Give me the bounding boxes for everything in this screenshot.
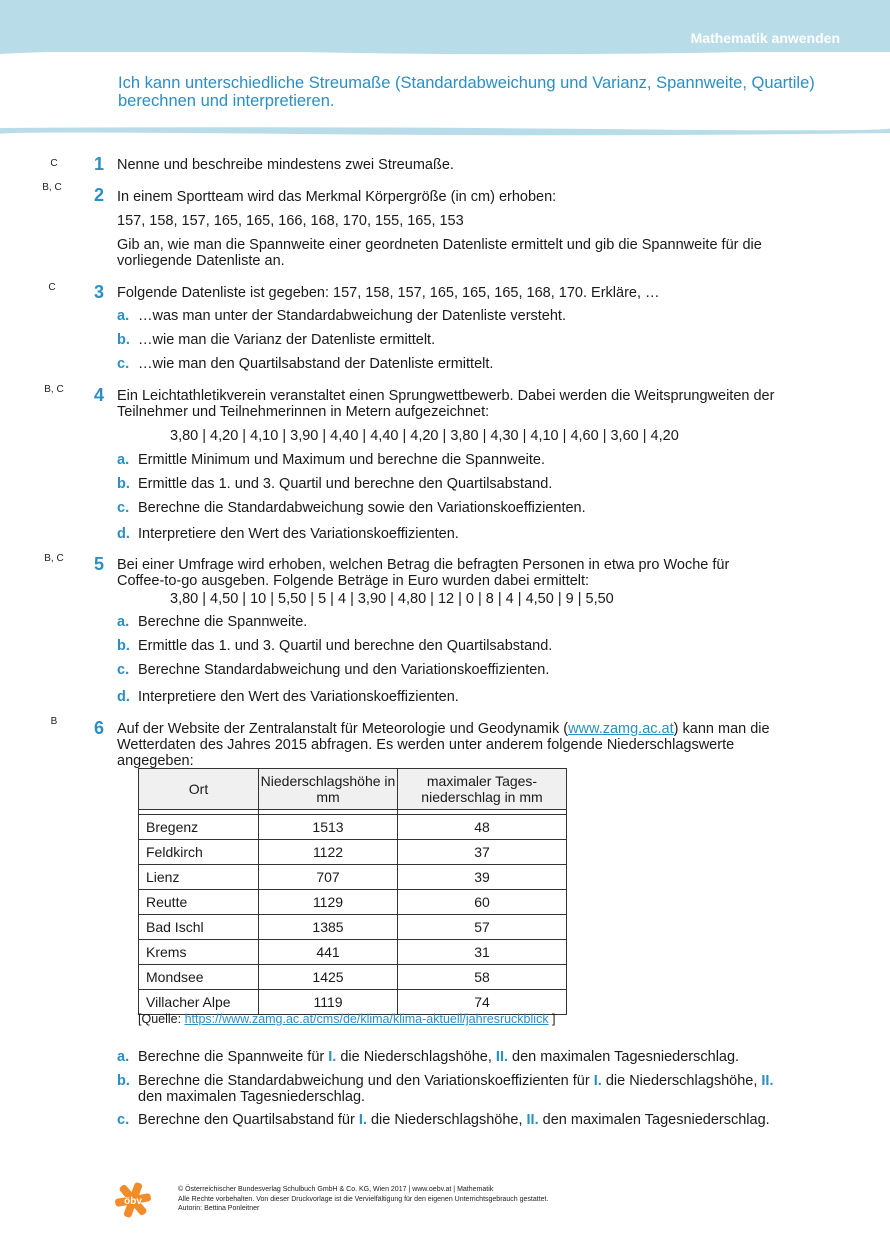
subtask-letter: b. (117, 476, 130, 492)
subtask-letter: a. (117, 614, 130, 630)
table-header: Niederschlagshöhe in mm (259, 769, 398, 810)
task-text: Ein Leichtathletikverein veranstaltet einen Sprungwettbewerb. Dabei werden die Weitsprungweiten der Teilnehmer und Teilnehmerinnen in Metern aufgezeichnet: (117, 388, 775, 420)
subtask-letter: c. (117, 356, 130, 372)
zamg-link[interactable]: www.zamg.ac.at (568, 721, 674, 737)
footer-line: Alle Rechte vorbehalten. Von dieser Druckvorlage ist die Vervielfältigung für den eigenen Unterrichtsgebrauch gestattet. (178, 1195, 549, 1203)
task-text: In einem Sportteam wird das Merkmal Körpergröße (in cm) erhoben: (117, 189, 557, 205)
subtask-letter: d. (117, 689, 130, 705)
oebv-logo (113, 1180, 153, 1220)
task-text: Folgende Datenliste ist gegeben: 157, 158, 157, 165, 165, 165, 168, 170. Erkläre, … (117, 285, 660, 301)
table-row: Lienz 707 39 (139, 865, 567, 890)
subtask (117, 452, 777, 468)
precipitation-table (138, 768, 567, 1015)
table-row: Bregenz 1513 48 (139, 815, 567, 840)
table-row: Reutte 1129 60 (139, 890, 567, 915)
task-tag: B, C (44, 553, 64, 564)
subtask-text: …wie man den Quartilsabstand der Datenliste ermittelt. (138, 356, 494, 372)
task-text: Nenne und beschreibe mindestens zwei Streumaße. (117, 157, 454, 173)
subtask (117, 332, 777, 348)
subtask-text: Berechne die Standardabweichung sowie den Variationskoeffizienten. (138, 500, 586, 516)
table-row: Bad Ischl 1385 57 (139, 915, 567, 940)
subtask-letter: d. (117, 526, 130, 542)
table-row: Krems 441 31 (139, 940, 567, 965)
subtask: c. Berechne den Quartilsabstand für I. die Niederschlagshöhe, II. den maximalen Tagesniederschlag. (117, 1112, 770, 1128)
task-number: 5 (94, 554, 105, 574)
task-text: Gib an, wie man die Spannweite einer geordneten Datenliste ermittelt und gib die Spannweite für die vorliegende Datenliste an. (117, 237, 762, 269)
subtask-text: Ermittle das 1. und 3. Quartil und berechne den Quartilsabstand. (138, 476, 553, 492)
subtask-text: …was man unter der Standardabweichung der Datenliste versteht. (138, 308, 566, 324)
subtask-text: Berechne Standardabweichung und den Variationskoeffizienten. (138, 662, 550, 678)
subtask-letter: c. (117, 500, 130, 516)
table-row: Villacher Alpe 1119 74 (139, 990, 567, 1015)
separator-wave (0, 126, 890, 138)
source-link[interactable]: https://www.zamg.ac.at/cms/de/klima/klima-aktuell/jahresruckblick (184, 1012, 549, 1026)
subtask (117, 614, 777, 630)
table-row: Feldkirch 1122 37 (139, 840, 567, 865)
task-tag: C (50, 158, 58, 169)
table-header: Ort (139, 769, 259, 810)
subtask (117, 526, 777, 542)
subtask (117, 476, 777, 492)
table-row: Mondsee 1425 58 (139, 965, 567, 990)
subtask (117, 308, 777, 324)
table-header: maximaler Tages-niederschlag in mm (398, 769, 567, 810)
data-list: 3,80 | 4,20 | 4,10 | 3,90 | 4,40 | 4,40 | 4,20 | 3,80 | 4,30 | 4,10 | 4,60 | 3,60 | 4,20 (170, 428, 679, 444)
subtask-text: Interpretiere den Wert des Variationskoeffizienten. (138, 689, 459, 705)
task-tag: C (48, 282, 56, 293)
subtask (117, 500, 777, 516)
task-tag: B, C (44, 384, 64, 395)
subtask: a. Berechne die Spannweite für I. die Niederschlagshöhe, II. den maximalen Tagesniederschlag. (117, 1049, 740, 1065)
data-list: 3,80 | 4,50 | 10 | 5,50 | 5 | 4 | 3,90 | 4,80 | 12 | 0 | 8 | 4 | 4,50 | 9 | 5,50 (170, 591, 614, 607)
data-list: 157, 158, 157, 165, 165, 166, 168, 170, 155, 165, 153 (117, 213, 464, 229)
subtask-text: Berechne die Spannweite. (138, 614, 308, 630)
logo-text: öbv (124, 1196, 142, 1207)
footer-line: Autorin: Bettina Ponleitner (178, 1205, 260, 1212)
task-number: 1 (94, 154, 105, 174)
subtask-letter: b. (117, 638, 130, 654)
header-label: Mathematik anwenden (690, 30, 840, 46)
task-number: 6 (94, 718, 105, 738)
task-tag: B (50, 716, 58, 727)
task-tag: B, C (42, 182, 62, 193)
subtask-text: Ermittle das 1. und 3. Quartil und berechne den Quartilsabstand. (138, 638, 553, 654)
subtask-text: Interpretiere den Wert des Variationskoeffizienten. (138, 526, 459, 542)
task-text: Bei einer Umfrage wird erhoben, welchen Betrag die befragten Personen in etwa pro Woche für Coffee-to-go ausgeben. Folgende Beträge in Euro wurden dabei ermittelt: (117, 557, 730, 589)
table-source: [Quelle: https://www.zamg.ac.at/cms/de/klima/klima-aktuell/jahresruckblick ] (138, 1012, 556, 1026)
subtask: b. Berechne die Standardabweichung und den Variationskoeffizienten für I. die Niederschlagshöhe, II. den maximalen Tagesniederschlag. (117, 1073, 774, 1105)
footer (178, 1185, 548, 1214)
task-number: 2 (94, 185, 105, 205)
subtask (117, 356, 777, 372)
subtask-letter: b. (117, 332, 130, 348)
subtask-text: Ermittle Minimum und Maximum und berechne die Spannweite. (138, 452, 545, 468)
subtask-letter: a. (117, 452, 130, 468)
subtask (117, 662, 777, 678)
subtask-letter: c. (117, 662, 130, 678)
subtask-letter: a. (117, 308, 130, 324)
subtask (117, 638, 777, 654)
learning-goal: Ich kann unterschiedliche Streumaße (Standardabweichung und Varianz, Spannweite, Quartile) berechnen und interpretieren. (118, 74, 815, 110)
task-number: 4 (94, 385, 105, 405)
subtask-text: …wie man die Varianz der Datenliste ermittelt. (138, 332, 436, 348)
footer-line: © Österreichischer Bundesverlag Schulbuch GmbH & Co. KG, Wien 2017 | www.oebv.at | Mathematik (178, 1186, 494, 1193)
task-text: Auf der Website der Zentralanstalt für Meteorologie und Geodynamik (www.zamg.ac.at) kann man die Wetterdaten des Jahres 2015 abfragen. Es werden unter anderem folgende Niederschlagswerte angegeben: (117, 721, 770, 769)
task-number: 3 (94, 282, 105, 302)
subtask (117, 689, 777, 705)
